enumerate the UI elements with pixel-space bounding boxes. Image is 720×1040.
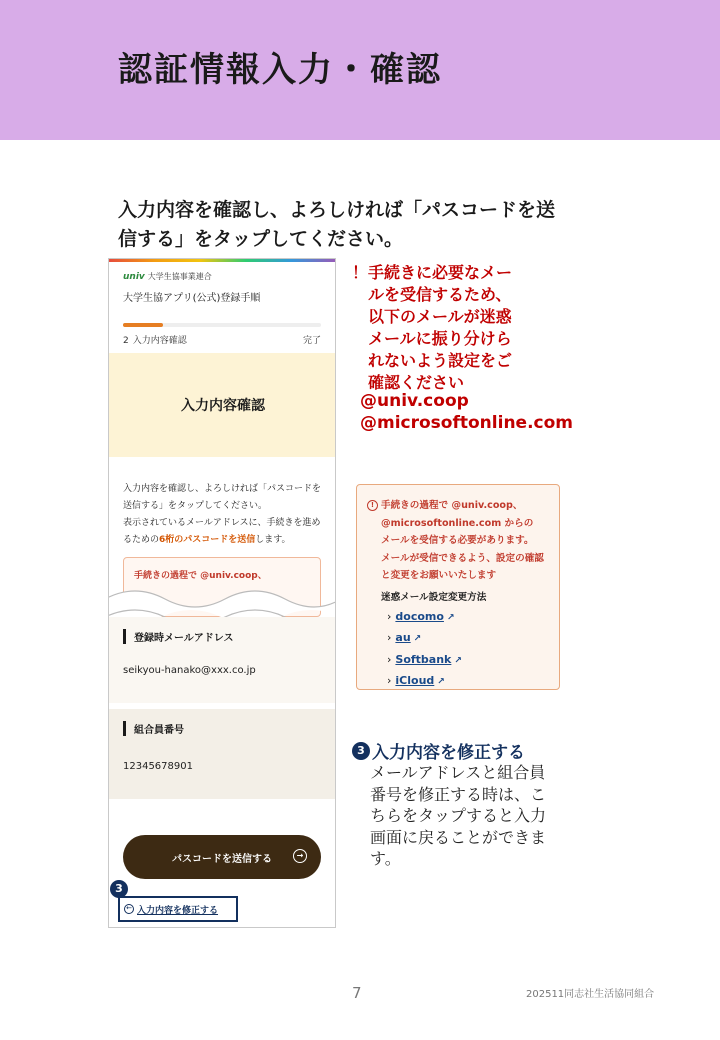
edit-link-label: 入力内容を修正する bbox=[137, 905, 219, 916]
info-line: メールが受信できるよう、設定の確認 bbox=[381, 552, 544, 564]
arrow-right-icon: → bbox=[293, 849, 307, 863]
desc-part-1: 入力内容を確認し、よろしければ「パスコードを送信する」をタップしてください。 bbox=[123, 484, 322, 511]
step-row bbox=[123, 333, 321, 346]
step3-description: メールアドレスと組合員番号を修正する時は、こちらをタップすると入力画面に戻ることができます。 bbox=[370, 763, 547, 868]
info-icon: ! bbox=[367, 500, 378, 511]
notice-line: 以下のメールが迷惑 bbox=[368, 307, 512, 326]
carrier-list bbox=[367, 607, 549, 693]
chevron-right-icon: › bbox=[387, 609, 392, 623]
email-label: 登録時メールアドレス bbox=[123, 629, 234, 644]
chevron-right-icon: › bbox=[387, 652, 392, 666]
intro-text: 入力内容を確認し、よろしければ「パスコードを送信する」をタップしてください。 bbox=[118, 199, 556, 250]
chevron-right-icon: › bbox=[387, 674, 392, 688]
card-title: 入力内容確認 bbox=[109, 353, 336, 457]
notice-line: メールに振り分けら bbox=[368, 329, 512, 348]
info-line-text: 手続きの過程で @univ.coop、 bbox=[381, 500, 523, 511]
external-link-icon: ↗ bbox=[437, 677, 445, 688]
email-section bbox=[109, 617, 336, 703]
carrier-label: docomo bbox=[395, 609, 444, 623]
step-badge-3: 3 bbox=[110, 880, 128, 898]
step-label: 入力内容確認 bbox=[132, 336, 187, 346]
external-link-icon: ↗ bbox=[446, 612, 455, 623]
carrier-label: au bbox=[395, 631, 411, 645]
mini-alert-text: 手続きの過程で @univ.coop、 bbox=[134, 571, 267, 581]
carrier-link-docomo[interactable] bbox=[387, 607, 549, 629]
external-link-icon: ↗ bbox=[413, 634, 422, 645]
progress-bar bbox=[123, 323, 321, 327]
app-title: 大学生協アプリ(公式)登録手順 bbox=[123, 293, 261, 304]
notice-domains bbox=[360, 390, 573, 434]
desc-highlight: 6桁のパスコードを送信 bbox=[159, 535, 256, 545]
step-end-label: 完了 bbox=[302, 336, 321, 346]
member-section bbox=[109, 709, 336, 799]
email-value: seikyou-hanako@xxx.co.jp bbox=[123, 665, 256, 676]
carrier-link-au[interactable] bbox=[387, 628, 549, 650]
step-number: 2 bbox=[123, 336, 129, 346]
step3-heading bbox=[352, 738, 525, 763]
desc-part-2: 表示されているメールアドレスに、手続きを進めるための bbox=[123, 518, 321, 545]
desc-part-3: します。 bbox=[255, 535, 291, 545]
notice-line: 確認ください bbox=[368, 373, 465, 392]
edit-input-link[interactable] bbox=[118, 896, 238, 922]
carrier-link-softbank[interactable] bbox=[387, 650, 549, 672]
info-line: と変更をお願いいたします bbox=[381, 570, 497, 582]
org-header bbox=[123, 271, 212, 282]
carrier-link-icloud[interactable] bbox=[387, 671, 549, 693]
step3-badge: 3 bbox=[352, 742, 370, 760]
member-value: 12345678901 bbox=[123, 761, 193, 772]
info-line: メールを受信する必要があります。 bbox=[381, 535, 534, 547]
member-label: 組合員番号 bbox=[123, 721, 184, 736]
notice-text bbox=[352, 262, 562, 394]
phone-screenshot bbox=[108, 258, 336, 928]
info-line bbox=[367, 497, 549, 515]
rainbow-bar bbox=[109, 259, 336, 262]
carrier-label: iCloud bbox=[395, 674, 435, 688]
org-name: 大学生協事業連合 bbox=[147, 272, 212, 281]
step3-title: 入力内容を修正する bbox=[372, 743, 525, 763]
org-logo: univ bbox=[123, 271, 145, 282]
spam-settings-title: 迷惑メール設定変更方法 bbox=[381, 591, 487, 603]
carrier-label: Softbank bbox=[395, 652, 452, 666]
notice-line: ！手続きに必要なメー bbox=[352, 263, 513, 282]
send-passcode-button[interactable] bbox=[123, 835, 321, 879]
spam-settings-box bbox=[356, 484, 560, 690]
progress-fill bbox=[123, 323, 163, 327]
info-line: @microsoftonline.com からの bbox=[381, 517, 534, 529]
chevron-right-icon: › bbox=[387, 631, 392, 645]
page-number: 7 bbox=[352, 984, 362, 1002]
send-button-label: パスコードを送信する bbox=[172, 853, 272, 865]
notice-line: れないよう設定をご bbox=[368, 351, 513, 370]
notice-line: ルを受信するため、 bbox=[368, 285, 512, 304]
page-title: 認証情報入力・確認 bbox=[118, 50, 442, 90]
external-link-icon: ↗ bbox=[454, 655, 462, 666]
domain-univ: @univ.coop bbox=[360, 391, 469, 411]
domain-microsoft: @microsoftonline.com bbox=[360, 413, 573, 433]
phone-description bbox=[123, 481, 327, 549]
arrow-left-icon: ← bbox=[124, 904, 134, 914]
footer-org: 202511同志社生活協同組合 bbox=[526, 989, 655, 1000]
